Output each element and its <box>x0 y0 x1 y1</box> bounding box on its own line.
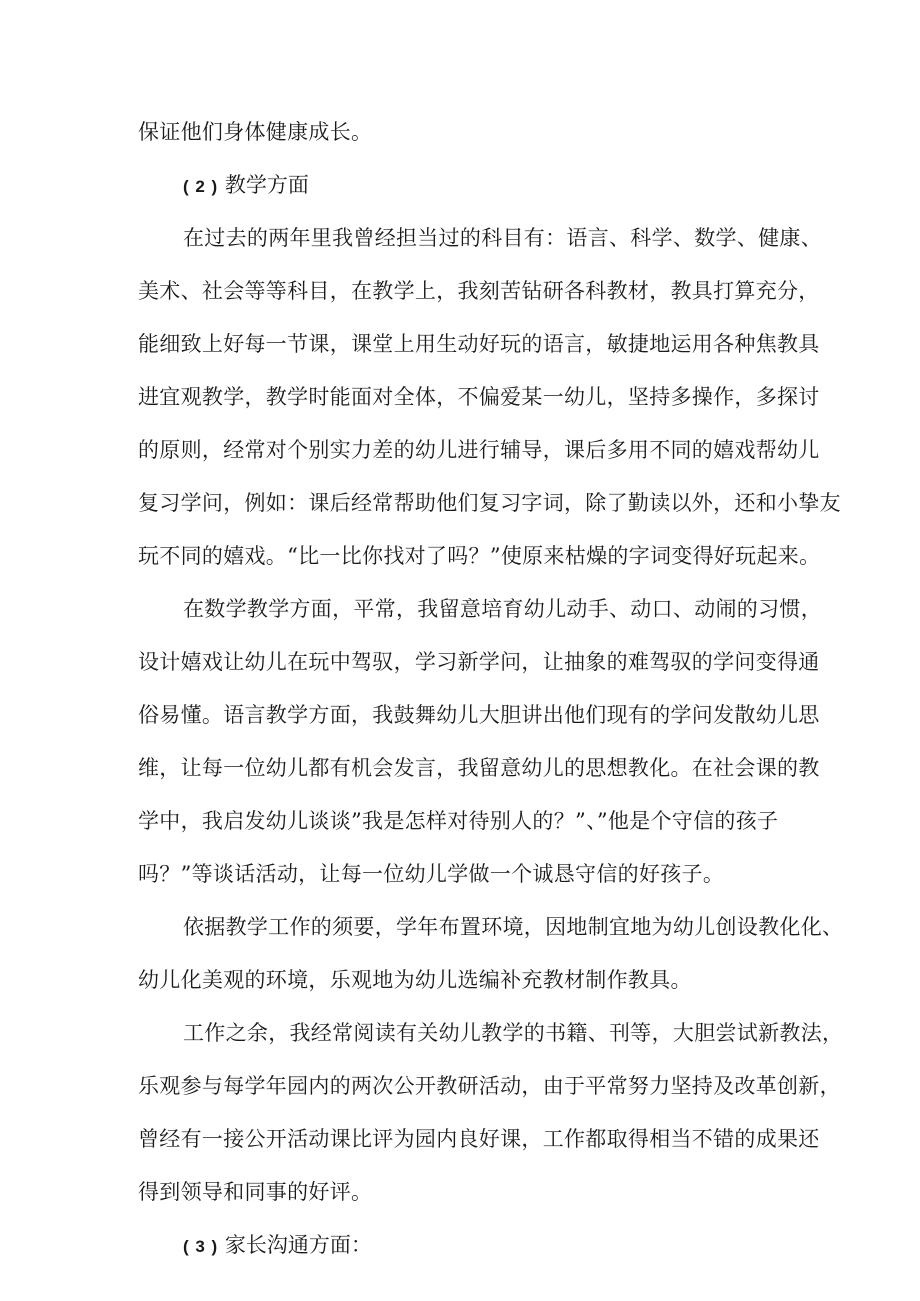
paragraph-line: 美术、社会等等科目，在教学上，我刻苦钻研各科教材，教具打算充分， <box>138 279 820 303</box>
paragraph-line: 能细致上好每一节课，课堂上用生动好玩的语言，敏捷地运用各种焦教具 <box>138 332 820 356</box>
section-number: ( 2 ) <box>183 177 219 196</box>
paragraph-line: 设计嬉戏让幼儿在玩中驾驭，学习新学问，让抽象的难驾驭的学问变得通 <box>138 650 820 674</box>
section-heading-3 <box>183 1231 372 1261</box>
paragraph-line: 依据教学工作的须要，学年布置环境，因地制宜地为幼儿创设教化化、 <box>183 915 844 939</box>
paragraph-line: 工作之余，我经常阅读有关幼儿教学的书籍、刊等，大胆尝试新教法， <box>183 1021 844 1045</box>
section-number: ( 3 ) <box>183 1237 219 1256</box>
paragraph-line: 曾经有一接公开活动课比评为园内良好课，工作都取得相当不错的成果还 <box>138 1127 820 1151</box>
paragraph-line: 在数学教学方面，平常，我留意培育幼儿动手、动口、动闹的习惯， <box>183 597 822 621</box>
paragraph-line: 俗易懂。语言教学方面，我鼓舞幼儿大胆讲出他们现有的学问发散幼儿思 <box>138 703 820 727</box>
paragraph-line: 在过去的两年里我曾经担当过的科目有：语言、科学、数学、健康、 <box>183 226 822 250</box>
paragraph-line: 的原则，经常对个别实力差的幼儿进行辅导，课后多用不同的嬉戏帮幼儿 <box>138 438 820 462</box>
paragraph-line: 幼儿化美观的环境，乐观地为幼儿选编补充教材制作教具。 <box>138 968 692 992</box>
paragraph-line: 乐观参与每学年园内的两次公开教研活动，由于平常努力坚持及改革创新， <box>138 1074 841 1098</box>
paragraph-line: 学中，我启发幼儿谈谈”我是怎样对待别人的？”、”他是个守信的孩子 <box>138 809 779 833</box>
paragraph-line: 吗？”等谈话活动，让每一位幼儿学做一个诚恳守信的好孩子。 <box>138 862 725 886</box>
paragraph-line: 得到领导和同事的好评。 <box>138 1180 373 1204</box>
paragraph-line: 玩不同的嬉戏。“比一比你找对了吗？”使原来枯燥的字词变得好玩起来。 <box>138 544 821 568</box>
section-title: 教学方面 <box>224 173 309 197</box>
section-title: 家长沟通方面： <box>224 1233 372 1257</box>
section-heading-2 <box>183 171 309 201</box>
paragraph-line: 进宜观教学，教学时能面对全体，不偏爱某一幼儿，坚持多操作，多探讨 <box>138 385 820 409</box>
continued-line: 保证他们身体健康成长。 <box>138 120 373 144</box>
paragraph-line: 维，让每一位幼儿都有机会发言，我留意幼儿的思想教化。在社会课的教 <box>138 756 820 780</box>
paragraph-line: 复习学问，例如：课后经常帮助他们复习字词，除了勤读以外，还和小挚友 <box>138 491 841 515</box>
